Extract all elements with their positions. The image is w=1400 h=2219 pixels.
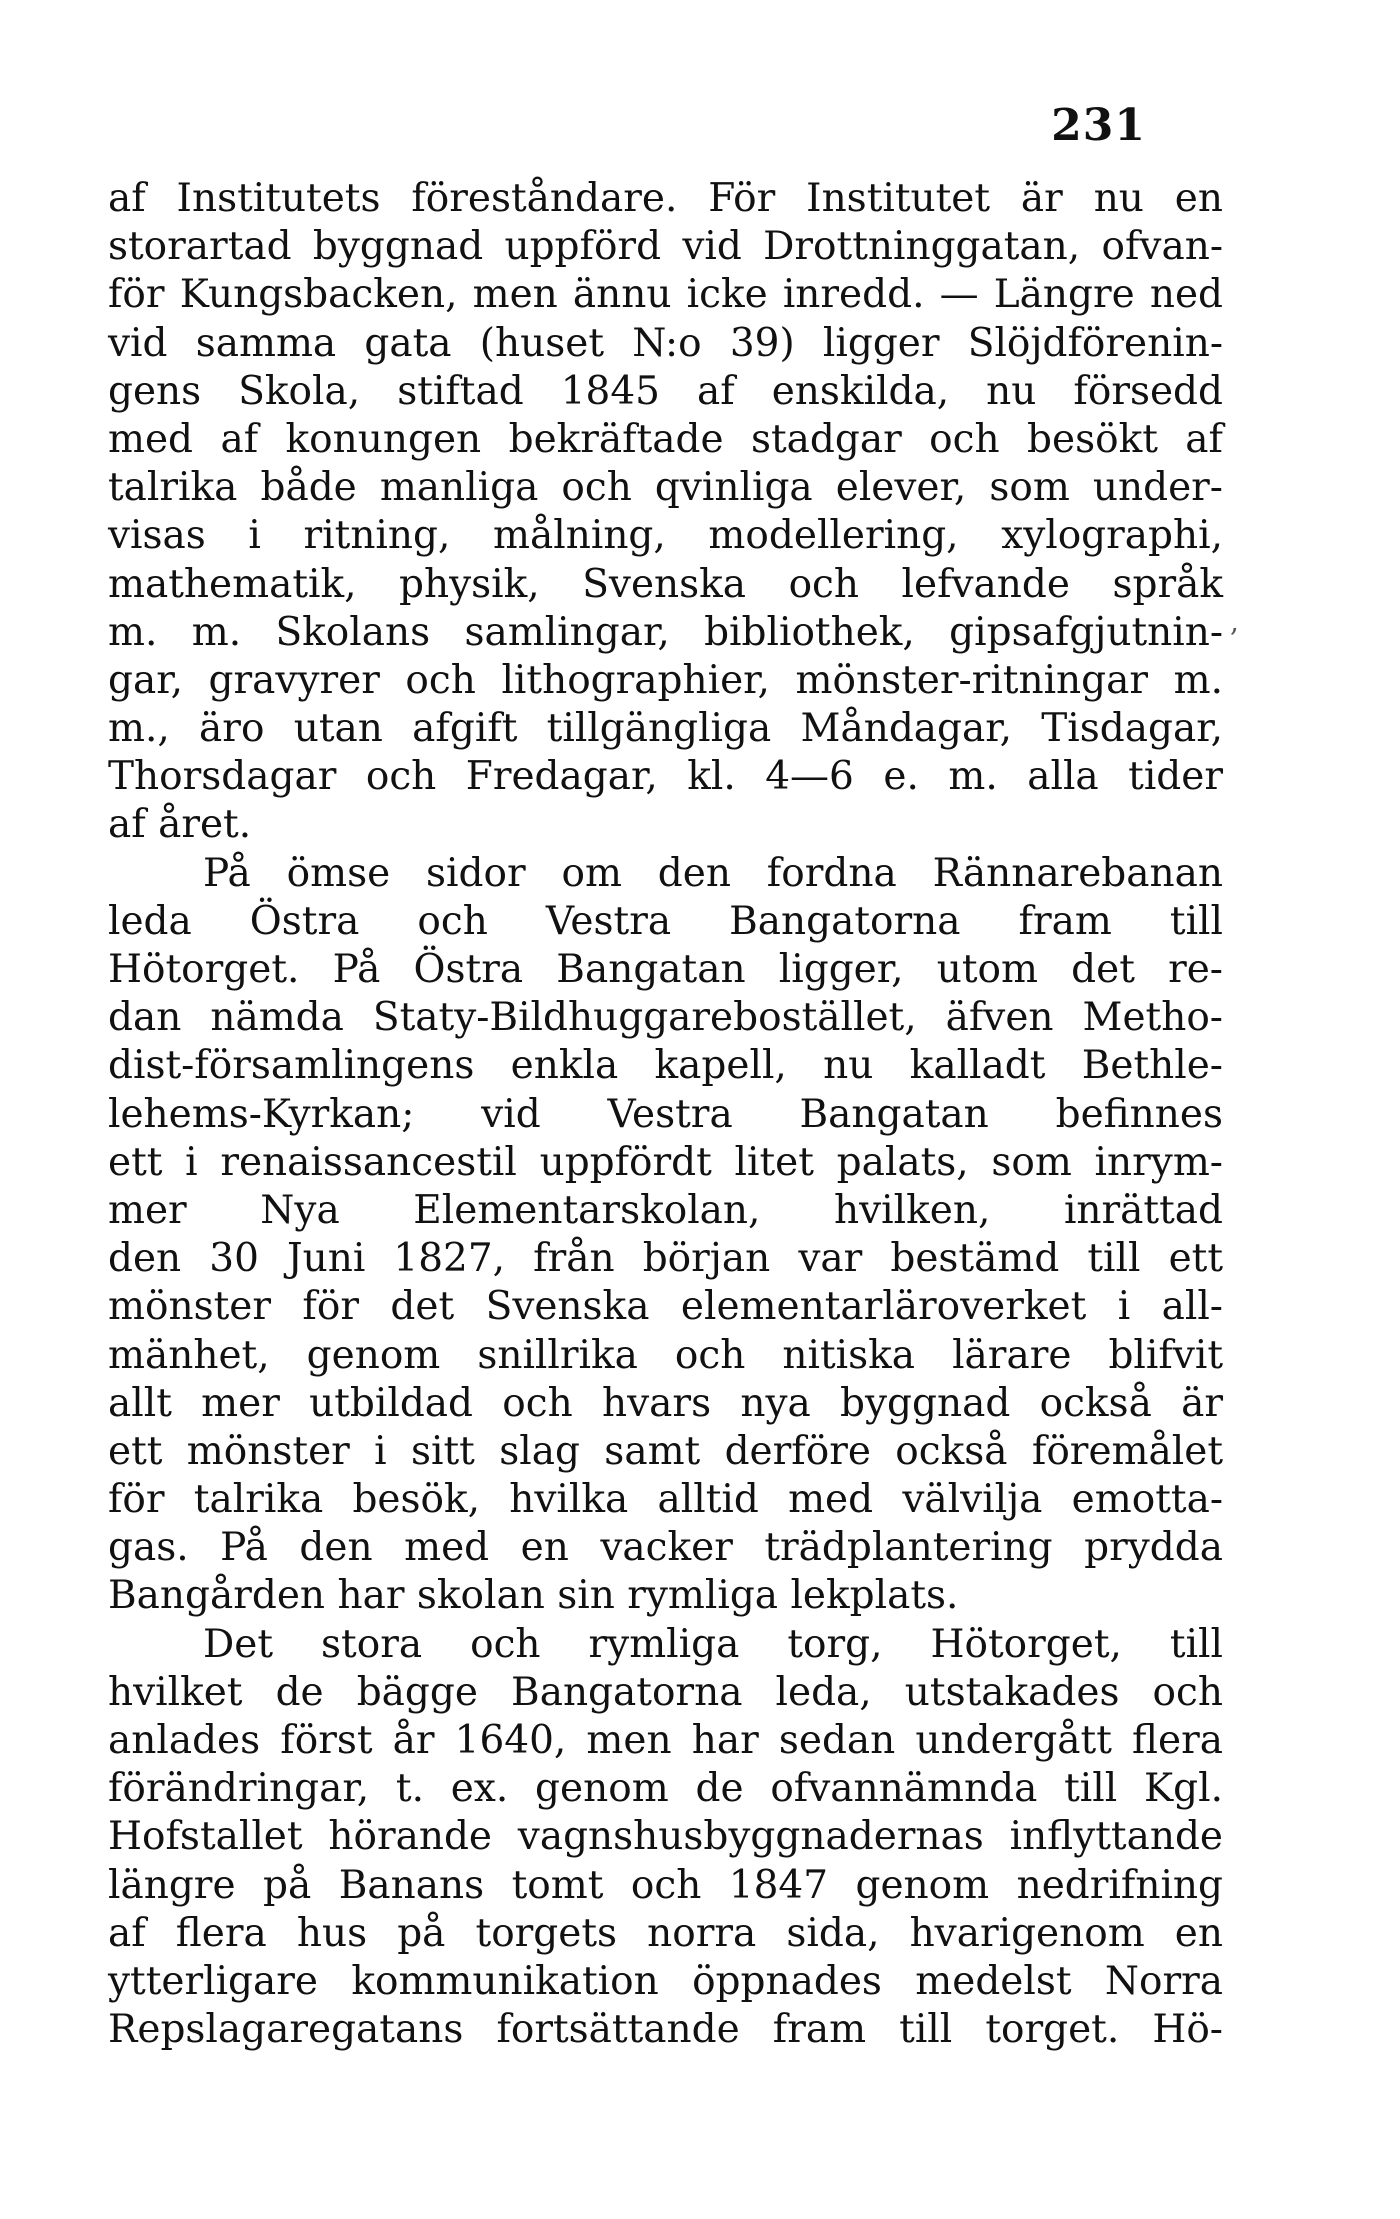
text-line: förändringar, t. ex. genom de ofvannämnda till Kgl. xyxy=(108,1766,1223,1812)
text-line: mönster för det Svenska elementarläroverket i all- xyxy=(108,1284,1223,1330)
text-line: anlades först år 1640, men har sedan undergått flera xyxy=(108,1718,1223,1763)
text-line: visas i ritning, målning, modellering, xylographi, xyxy=(108,513,1223,559)
text-line: gens Skola, stiftad 1845 af enskilda, nu försedd xyxy=(108,368,1223,414)
text-line: Hötorget. På Östra Bangatan ligger, utom det re- xyxy=(108,947,1223,992)
text-line: lehems-Kyrkan; vid Vestra Bangatan befinnes xyxy=(108,1091,1223,1137)
text-line: mathematik, physik, Svenska och lefvande språk xyxy=(108,561,1223,607)
text-line: med af konungen bekräftade stadgar och besökt af xyxy=(108,416,1223,462)
text-line: m., äro utan afgift tillgängliga Måndagar, Tisdagar, xyxy=(108,706,1223,752)
text-line: Bangården har skolan sin rymliga lekplats. xyxy=(108,1573,959,1619)
text-line: gar, gravyrer och lithographier, mönster-ritningar m. xyxy=(108,657,1223,703)
text-line: Repslagaregatans fortsättande fram till torget. Hö- xyxy=(108,2007,1223,2053)
paragraph-start-line: På ömse sidor om den fordna Rännarebanan xyxy=(203,850,1223,896)
text-line: af flera hus på torgets norra sida, hvarigenom en xyxy=(108,1910,1223,1956)
body-text xyxy=(108,175,1223,2054)
text-line: gas. På den med en vacker trädplantering prydda xyxy=(108,1525,1223,1571)
text-line: storartad byggnad uppförd vid Drottninggatan, ofvan- xyxy=(108,224,1223,270)
text-line: för Kungsbacken, men ännu icke inredd. — Längre ned xyxy=(108,272,1223,318)
text-line: m. m. Skolans samlingar, bibliothek, gipsafgjutnin- xyxy=(108,609,1223,655)
text-line: ett mönster i sitt slag samt derföre också föremålet xyxy=(108,1428,1223,1474)
text-line: mänhet, genom snillrika och nitiska lärare blifvit xyxy=(108,1332,1223,1378)
text-line: för talrika besök, hvilka alltid med välvilja emotta- xyxy=(108,1477,1223,1523)
page-number: 231 xyxy=(1051,100,1146,151)
text-line: hvilket de bägge Bangatorna leda, utstakades och xyxy=(108,1669,1223,1715)
margin-mark: , xyxy=(1230,605,1239,638)
paragraph-start-line: Det stora och rymliga torg, Hötorget, till xyxy=(203,1621,1223,1667)
text-line: dist-församlingens enkla kapell, nu kalladt Bethle- xyxy=(108,1043,1223,1089)
text-line: vid samma gata (huset N:o 39) ligger Slöjdförenin- xyxy=(108,320,1223,366)
text-line: talrika både manliga och qvinliga elever, som under- xyxy=(108,465,1223,511)
text-line: leda Östra och Vestra Bangatorna fram till xyxy=(108,898,1223,944)
text-line: längre på Banans tomt och 1847 genom nedrifning xyxy=(108,1862,1223,1908)
text-line: dan nämda Staty-Bildhuggarebostället, äfven Metho- xyxy=(108,995,1223,1041)
text-line: ett i renaissancestil uppfördt litet palats, som inrym- xyxy=(108,1139,1223,1185)
text-line: den 30 Juni 1827, från början var bestämd till ett xyxy=(108,1236,1223,1282)
text-line: mer Nya Elementarskolan, hvilken, inrättad xyxy=(108,1187,1223,1233)
text-line: af året. xyxy=(108,802,252,848)
text-line: ytterligare kommunikation öppnades medelst Norra xyxy=(108,1958,1223,2004)
text-line: af Institutets föreståndare. För Institutet är nu en xyxy=(108,176,1223,221)
text-line: allt mer utbildad och hvars nya byggnad också är xyxy=(108,1380,1223,1426)
text-line: Hofstallet hörande vagnshusbyggnadernas inflyttande xyxy=(108,1814,1223,1860)
text-line: Thorsdagar och Fredagar, kl. 4—6 e. m. alla tider xyxy=(108,754,1223,800)
